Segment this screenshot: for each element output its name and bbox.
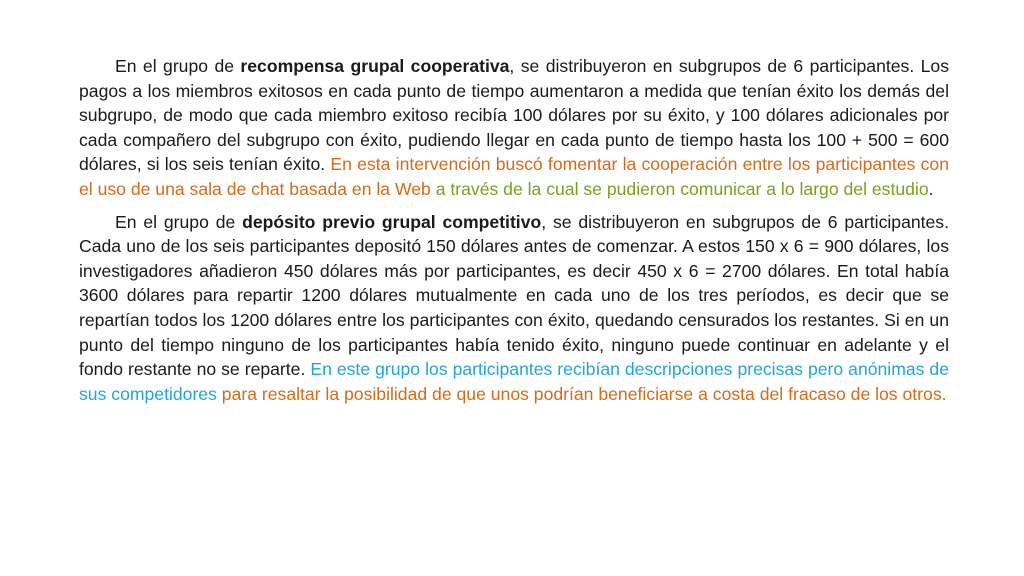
highlight-green: a través de la cual se pudieron comunicar a lo largo del estudio xyxy=(430,178,929,199)
text-segment: . xyxy=(928,178,934,199)
text-segment: En el grupo de xyxy=(115,211,243,232)
term-competitive-group: depósito previo grupal competitivo xyxy=(242,211,542,232)
text-segment: , se distribuyeron en subgrupos de 6 participantes. Los pagos a los miembros exitosos en cada punto de tiempo aumentaron a medida que tenían éxito los demás del subgrupo, de modo que cada miembro exitoso recibía 100 dólares por su éxito, y 100 dólares adicionales por cada compañero del subgrupo con éxito, pudiendo llegar en cada punto de tiempo hasta los 100 + 500 = 600 dólares, si los seis tenían éxito. xyxy=(79,56,949,175)
text-segment: , se distribuyeron en subgrupos de 6 participantes. Cada uno de los seis participantes depositó 150 dólares antes de comenzar. A estos 150 x 6 = 900 dólares, los investigadores añadieron 450 dólares más por participantes, es decir 450 x 6 = 2700 dólares. En total había 3600 dólares para repartir 1200 dólares mutualmente en cada uno de los tres períodos, es decir que se repartían todos los 1200 dólares entre los participantes con éxito, quedando censurados los restantes. Si en un punto del tiempo ninguno de los participantes había tenido éxito, ninguno puede continuar en adelante y el fondo restante no se reparte. xyxy=(79,211,949,380)
highlight-orange: En esta intervención buscó fomentar la cooperación entre los participantes con el uso de una sala de chat basada en la Web xyxy=(79,154,949,199)
highlight-orange: para resaltar la posibilidad de que unos podrían beneficiarse a costa del fracaso de los otros. xyxy=(216,383,947,404)
slide-body xyxy=(79,54,949,406)
text-segment: En el grupo de xyxy=(115,56,241,76)
paragraph-cooperative-group xyxy=(79,54,949,202)
term-cooperative-group: recompensa grupal cooperativa xyxy=(240,56,510,76)
paragraph-competitive-group xyxy=(79,210,949,407)
highlight-blue: En este grupo los participantes recibían descripciones precisas pero anónimas de sus competidores xyxy=(79,359,949,404)
